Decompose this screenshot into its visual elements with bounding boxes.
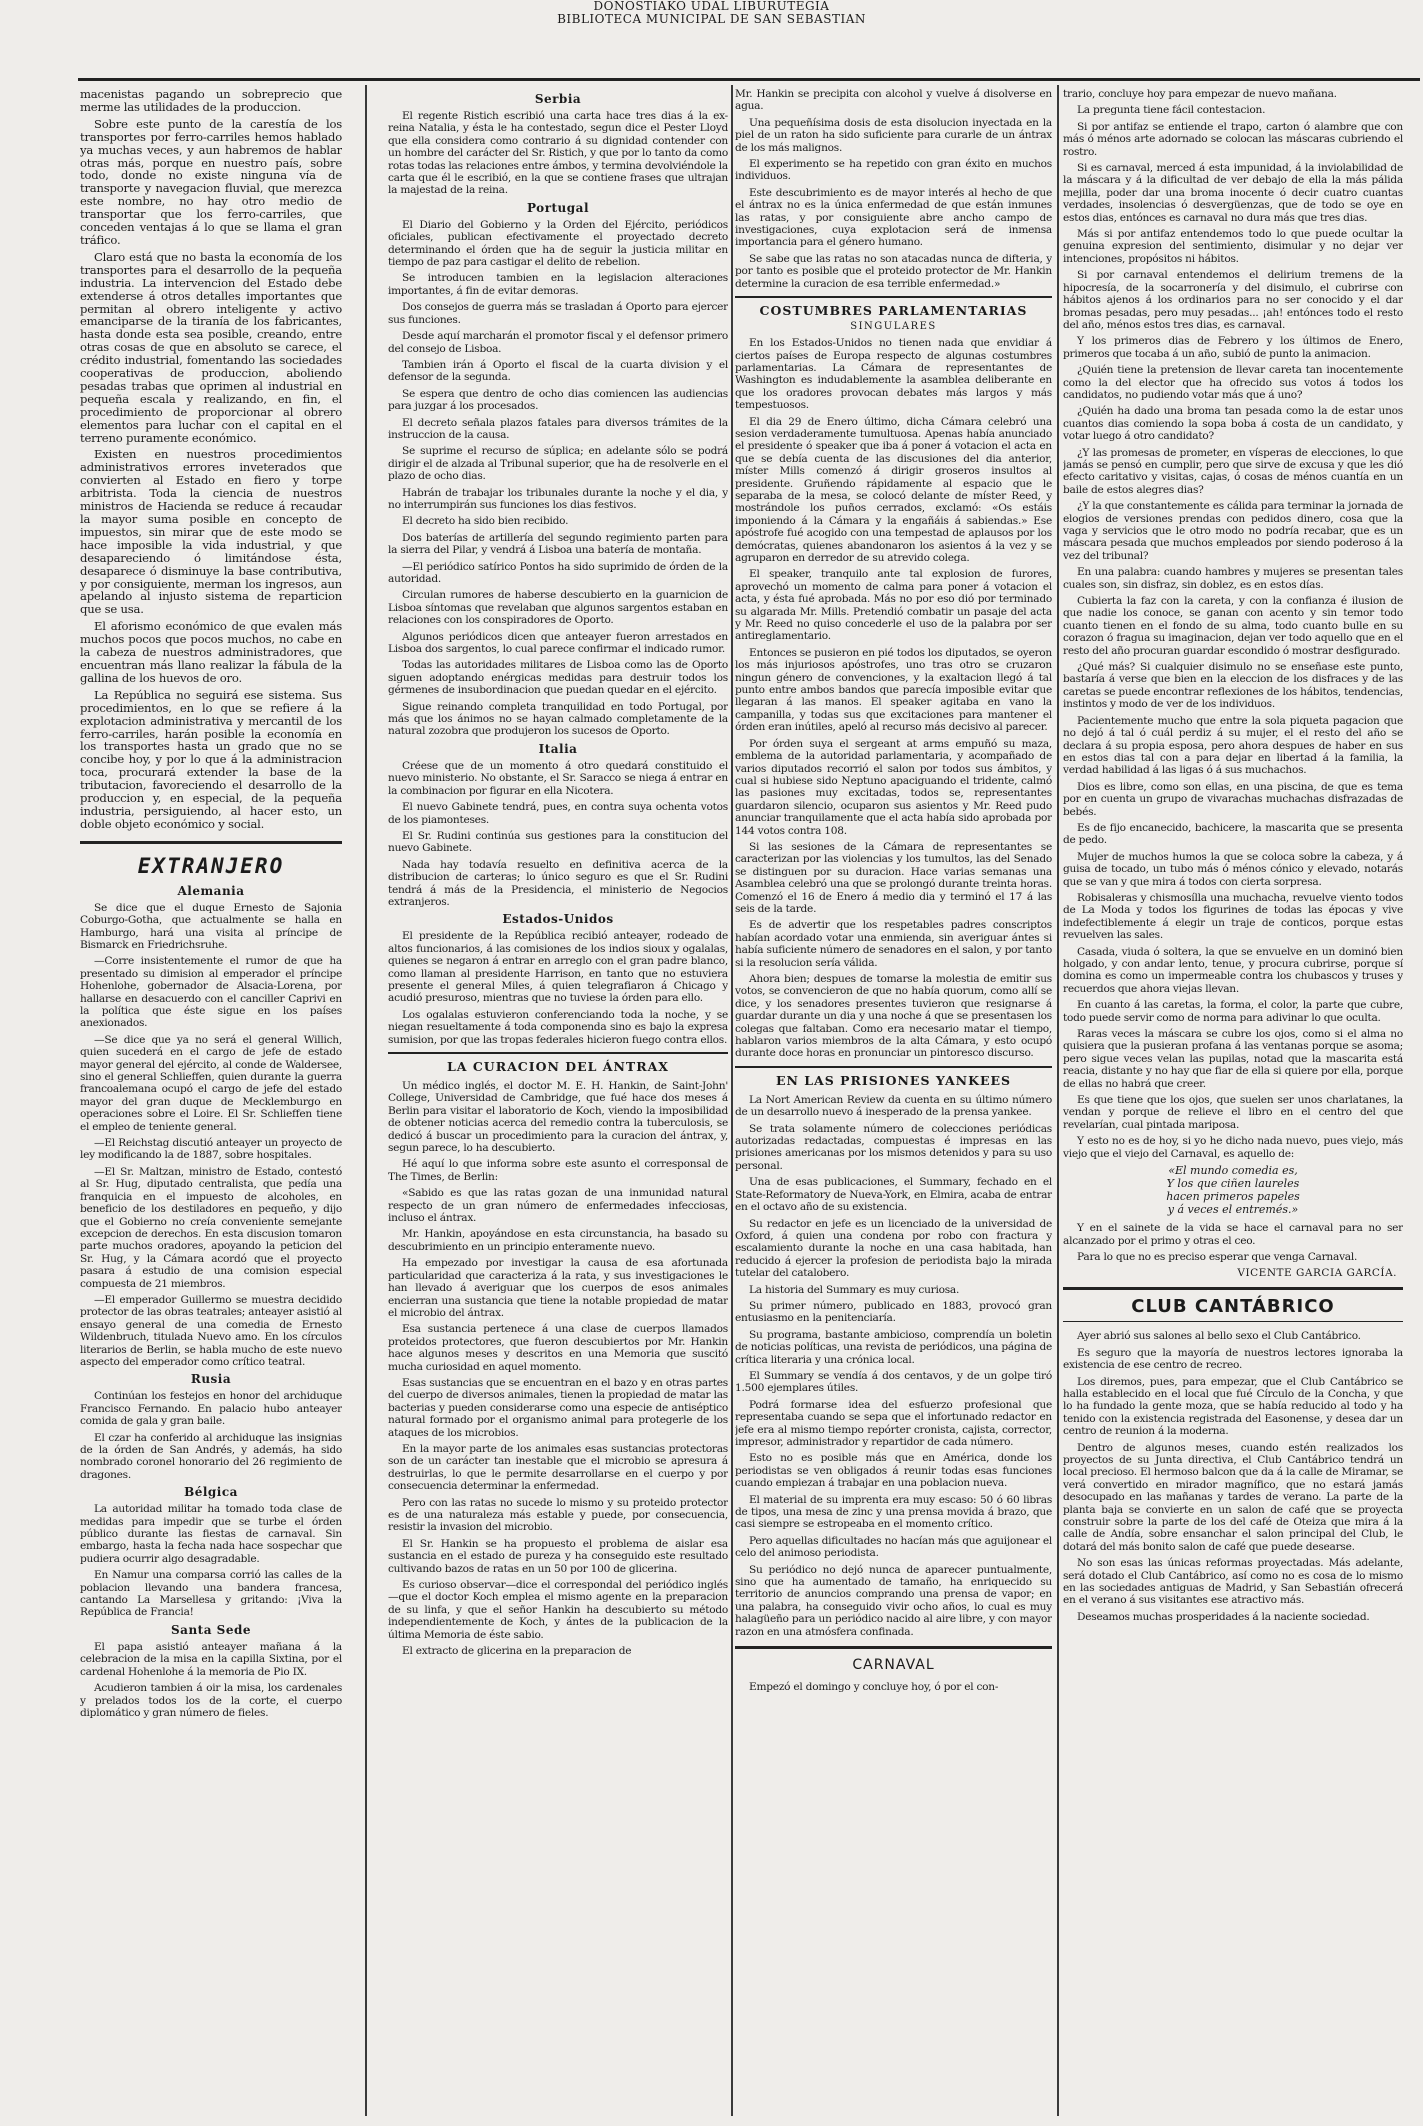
paragraph: El presidente de la República recibió anteayer, rodeado de altos funcionarios, á las comisiones de los indios sioux y ogalalas, quienes se negaron á entrar en arreglo con el gran padre blanco, como llaman al presidente Harrison, en tanto que no estuviera presente el general Miles, á quien telegrafiaron á Chicago y acudió presuroso, mientras que no tuviese la órden para ello. [388,930,728,1005]
paragraph: El regente Ristich escribió una carta hace tres dias á la ex-reina Natalia, y ésta le ha contestado, segun dice el Pester Lloyd que ella considera como contrario á su dignidad contender con un hombre del carácter del Sr. Ristich, y que por lo tanto da como rotas todas las relaciones entre ámbos, y termina devolviéndole la carta que él le escribió, en la que se contiene frases que ultrajan la majestad de la reina. [388,110,728,197]
paragraph: —El periódico satírico Pontos ha sido suprimido de órden de la autoridad. [388,560,728,585]
subheading-rusia: Rusia [190,1372,232,1387]
paragraph: En Namur una comparsa corrió las calles de la poblacion llevando una bandera francesa, cantando La Marsellesa y gritando: ¡Viva la República de Francia! [80,1569,342,1619]
paragraph: Dos baterías de artillería del segundo regimiento parten para la sierra del Pilar, y vendrá á Lisboa una batería de montaña. [388,531,728,557]
paragraph: El dia 29 de Enero último, dicha Cámara celebró una sesion verdaderamente tumultuosa. Apenas había anunciado el presidente ó speaker que iba á poner á votacion el acta en que se debía cuenta de las discusiones del dia anterior, míster Mills comenzó á dirigir groseros insultos al presidente. Gruñendo rápidamente al espacio que le separaba de la mesa, se colocó delante de míster Reed, y mostrándole los puños cerrados, exclamó: «Os estáis imponiendo á la Cámara y la engañáis á sabiendas.» Ese apóstrofe fué acogido con una tempestad de aplausos por los demócratas, quienes abandonaron los asientos á la vez y se agruparon en derredor de su atrevido colega. [735,415,1052,564]
paragraph: El decreto ha sido bien recibido. [402,515,569,528]
subheading-belgica: Bélgica [184,1485,238,1500]
paragraph: macenistas pagando un sobreprecio que merme las utilidades de la produccion. [80,88,342,114]
paragraph: El decreto señala plazos fatales para diversos trámites de la instruccion de la causa. [388,416,728,441]
paragraph: No son esas las únicas reformas proyectadas. Más adelante, será dotado el Club Cantábrico, así como no es cosa de lo mismo en las sociedades antiguas de Madrid, y San Sebastián ofrecerá en el verano á sus visitantes ese atractivo más. [1063,1557,1403,1607]
paragraph: Más si por antifaz entendemos todo lo que puede ocultar la genuina expresion del sentimiento, disimular y no dejar ver intenciones, propósitos ni hábitos. [1063,228,1403,265]
paragraph: La pregunta tiene fácil contestacion. [1077,104,1266,117]
paragraph: Por órden suya el sergeant at arms empuñó su maza, emblema de la autoridad parlamentaria, y acompañado de varios diputados recorrió el salon por todos sus ámbitos, y cual si hubiese sido Neptuno apaciguando el tridente, calmó las pasiones muy excitadas, todos se, representantes guardaron silencio, ocuparon sus asientos y Mr. Reed pudo anunciar tranquilamente que el acta había sido aprobada por 144 votos contra 108. [735,737,1052,837]
paragraph: Si por carnaval entendemos el delirium tremens de la hipocresía, de la socarronería y del disimulo, el cubrirse con hábitos ajenos á los ordinarios para no ser conocido y el dar bromas pesadas, pero muy pesadas... ¡ah! entónces todo el resto del año, ménos estos tres dias, es carnaval. [1063,269,1403,331]
paragraph: Su programa, bastante ambicioso, comprendía un boletin de noticias políticas, una revista de periódicos, una página de crítica literaria y una crónica local. [735,1328,1052,1366]
paragraph: Y esto no es de hoy, si yo he dicho nada nuevo, pues viejo, más viejo que el viejo del Carnaval, es aquello de: [1063,1135,1403,1160]
paragraph: Casada, viuda ó soltera, la que se envuelve en un dominó bien holgado, y con andar lento, tenue, y procura cubrirse, porque sí domina es como un impermeable contra los chubascos y truses y recuerdos que ahora viejas llevan. [1063,945,1403,995]
paragraph: El experimento se ha repetido con gran éxito en muchos individuos. [735,158,1052,183]
paragraph: El extracto de glicerina en la preparacion de [402,1645,632,1658]
paragraph: Un médico inglés, el doctor M. E. H. Hankin, de Saint-John' College, Universidad de Cambridge, que fué hace dos meses á Berlin para visitar el laboratorio de Koch, viendo la imposibilidad de obtener noticias acerca del remedio contra la tuberculosis, se dedicó á buscar un procedimiento para la curacion del ántrax, y, segun parece, lo ha descubierto. [388,1080,728,1155]
paragraph: El speaker, tranquilo ante tal explosion de furores, aprovechó un momento de calma para poner á votacion el acta, y ésta fué aprobada. Más no por eso dió por terminado su algarada Mr. Mills. Pretendió combatir un pasaje del acta y Mr. Reed no quiso concederle el uso de la palabra por ser antireglamentario. [735,568,1052,643]
paragraph: Se espera que dentro de ocho dias comiencen las audiencias para juzgar á los procesados. [388,387,728,413]
paragraph: Mr. Hankin se precipita con alcohol y vuelve á disolverse en agua. [735,88,1052,113]
verse-quote [1063,1164,1403,1216]
paragraph: Se suprime el recurso de súplica; en adelante sólo se podrá dirigir el de alzada al Tribunal superior, que ha de resolverle en el plazo de ocho dias. [388,445,728,483]
paragraph: Para lo que no es preciso esperar que venga Carnaval. [1077,1250,1358,1263]
paragraph: Habrán de trabajar los tribunales durante la noche y el dia, y no interrumpirán sus funciones los dias festivos. [388,486,728,511]
verse-line: y á veces el entremés.» [1167,1203,1299,1217]
author-signature: VICENTE GARCIA GARCÍA. [1237,1267,1397,1280]
paragraph: Sobre este punto de la carestía de los transportes por ferro-carriles hemos hablado ya muchas veces, y aun habremos de hablar otras más, porque en nuestro país, sobre todo, donde no existe ninguna vía de transporte y navegacion fluvial, que merezca este nombre, no hay otro medio de transportar que los ferro-carriles, que conceden ventajas á lo que se llama el gran tráfico. [80,116,342,247]
paragraph: —El Sr. Maltzan, ministro de Estado, contestó al Sr. Hug, diputado centralista, que pedía una franquicia en el impuesto de alcoholes, en beneficio de los destiladores en pequeño, y dijo que el Gobierno no creía conveniente semejante excepcion de derechos. En esta discusion tomaron parte muchos oradores, apoyando la peticion del Sr. Hug, y la Cámara acordó que el proyecto pasara á estudio de una comision especial compuesta de 21 miembros. [80,1165,342,1290]
paragraph: ¿Quién ha dado una broma tan pesada como la de estar unos cuantos dias comiendo la sopa boba á costa de un candidato, y votar luego á otro candidato? [1063,405,1403,443]
paragraph: ¿Qué más? Si cualquier disimulo no se enseñase este punto, bastaría á verse que bien en la eleccion de los disfraces y de las caretas se puede encontrar reflexiones de los hábitos, tendencias, instintos y modo de ver de los individuos. [1063,661,1403,711]
paragraph: Robisaleras y chismosílla una muchacha, revuelve viento todos de La Moda y todos los figurines de todas las épocas y vive indefectiblemente á elegir un traje de conticos, porque estas revuelven las sales. [1063,891,1403,942]
paragraph: La historia del Summary es muy curiosa. [749,1283,960,1296]
paragraph: Si por antifaz se entiende el trapo, carton ó alambre que con más ó ménos arte adornado se colocan las máscaras cubriendo el rostro. [1063,120,1403,158]
verse-line: «El mundo comedia es, [1168,1164,1298,1178]
paragraph: Todas las autoridades militares de Lisboa como las de Oporto siguen adoptando enérgicas medidas para destruir todos los gérmenes de insubordinacion que puedan quedar en el ejército. [388,659,728,697]
paragraph: ¿Y las promesas de prometer, en vísperas de elecciones, lo que jamás se pensó en cumplir, pero que sirve de excusa y que les dió efecto caritativo y visitas, cajas, ó cosas de ménos cuantía en un baile de estos alegres dias? [1063,446,1403,496]
paragraph: Su periódico no dejó nunca de aparecer puntualmente, sino que ha aumentado de tamaño, ha enriquecido su territorio de anuncios comprando una prensa de vapor; en una palabra, ha conseguido vivir ocho años, lo cual es muy halagüeño para un periódico nacido al aire libre, y con mayor razon en una atmósfera confinada. [735,1563,1052,1638]
paragraph: En una palabra: cuando hambres y mujeres se presentan tales cuales son, sin disfraz, sin doblez, es en estos días. [1063,566,1403,591]
column-3 [735,88,1052,2116]
column-rule [1057,85,1059,2116]
paragraph: Se sabe que las ratas no son atacadas nunca de difteria, y por tanto es posible que el proteido protector de Mr. Hankin determine la curacion de esa terrible enfermedad.» [735,252,1052,290]
paragraph: Su primer número, publicado en 1883, provocó gran entusiasmo en la penitenciaría. [735,1299,1052,1325]
paragraph: Mujer de muchos humos la que se coloca sobre la cabeza, y á guisa de tocado, un tubo más ó ménos cónico y elevado, notarás que se van y que mira á todos con cierta sorpresa. [1063,850,1403,888]
paragraph: trario, concluye hoy para empezar de nuevo mañana. [1063,88,1337,100]
paragraph: Es de fijo encanecido, bachicere, la mascarita que se presenta de pedo. [1063,821,1403,847]
paragraph: Una pequeñísima dosis de esta disolucion inyectada en la piel de un raton ha sido suficiente para curarle de un ántrax de los más malignos. [735,116,1052,154]
paragraph: Nada hay todavía resuelto en definitiva acerca de la distribucion de carteras; lo único seguro es que el Sr. Rudini tendrá á más de la Presidencia, el ministerio de Negocios extranjeros. [388,858,728,908]
article-title-carnaval: CARNAVAL [735,1646,1052,1673]
paragraph: Y los primeros dias de Febrero y los últimos de Enero, primeros que tocaba á un año, subió de punto la animacion. [1063,335,1403,360]
paragraph: En cuanto á las caretas, la forma, el color, la parte que cubre, todo puede servir como de norma para adivinar lo que oculta. [1063,999,1403,1024]
paragraph: —El emperador Guillermo se muestra decidido protector de las obras teatrales; anteayer asistió al ensayo general de una comedia de Ernesto Wildenbruch, titulada Nuevo amo. En los círculos literarios de Berlin, se habla mucho de este nuevo aspecto del emperador como crítico teatral. [80,1293,342,1368]
paragraph: Sigue reinando completa tranquilidad en todo Portugal, por más que los ánimos no se hayan calmado completamente de la natural zozobra que produjeron los sucesos de Oporto. [388,700,728,738]
column-2 [388,88,728,2116]
paragraph: El nuevo Gabinete tendrá, pues, en contra suya ochenta votos de los piamonteses. [388,801,728,826]
column-rule [365,85,367,2116]
paragraph: Se introducen tambien en la legislacion alteraciones importantes, á fin de evitar demoras. [388,272,728,297]
article-title-costumbres: COSTUMBRES PARLAMENTARIAS [735,296,1052,318]
paragraph: La República no seguirá ese sistema. Sus procedimientos, en lo que se refiere á la explotacion administrativa y mercantil de los ferro-carriles, harán posible la economía en los transportes hasta un grado que no se concibe hoy, y por lo que á la administracion toca, procurará extender la base de la tributacion, favoreciendo el desarrollo de la produccion y, en especial, de la pequeña industria, persiguiendo, al hacer esto, un doble objeto económico y social. [80,687,342,831]
paragraph: Raras veces la máscara se cubre los ojos, como si el alma no quisiera que la pusieran profana á las ventanas porque se asoma; pero sigue veces velan las pupilas, notad que la mascarita está reacia, distante y no hay que fiar de ella si quiere por ella, porque de ellas no habrá que creer. [1063,1028,1403,1090]
paragraph: El aforismo económico de que evalen más muchos pocos que pocos muchos, no cabe en la cabeza de nuestros administradores, que encuentran más llano realizar la fábula de la gallina de los huevos de oro. [80,619,342,685]
paragraph: «Sabido es que las ratas gozan de una inmunidad natural respecto de un gran número de enfermedades infecciosas, incluso el ántrax. [388,1187,728,1225]
paragraph: Pero aquellas dificultades no hacían más que aguijonear el celo del animoso periodista. [735,1534,1052,1560]
paragraph: Ahora bien; despues de tomarse la molestia de emitir sus votos, se convencieron de que no había quorum, como allí se dice, y los senadores presentes tuvieron que resignarse á guardar durante un dia y una noche á que se presentasen los colegas que faltaban. Como era necesario matar el tiempo, hablaron varios miembros de la alta Cámara, y esto ocupó durante doce horas en pronunciar un pintoresco discurso. [735,973,1052,1060]
paragraph: Claro está que no basta la economía de los transportes para el desarrollo de la pequeña industria. La intervencion del Estado debe extenderse á otros detalles importantes que permitan al obrero inteligente y activo emanciparse de la tiranía de los fabricantes, hasta donde esta sea posible, creando, entre otras cosas de que en absoluto se carece, el crédito industrial, fomentando las sociedades cooperativas de produccion, aboliendo pesadas trabas que oprimen al industrial en pequeña escala y realizando, en fin, el procedimiento de proporcionar al obrero elementos para luchar con el capital en el terreno puramente económico. [80,249,342,445]
subheading-alemania: Alemania [177,883,245,898]
article-title-club-cantabrico: CLUB CANTÁBRICO [1063,1287,1403,1322]
paragraph: Esa sustancia pertenece á una clase de cuerpos llamados proteidos protectores, que fueron descubiertos por Mr. Hankin hace algunos meses y descritos en una Memoria que suscitó mucha curiosidad en aquel momento. [388,1323,728,1373]
paragraph: Continúan los festejos en honor del archiduque Francisco Fernando. En palacio hubo anteayer comida de gala y gran baile. [80,1390,342,1428]
paragraph: Entonces se pusieron en pié todos los diputados, se oyeron los más injuriosos apóstrofes, uno tras otro se cruzaron ningun género de convenciones, y la exaltacion llegó á tal punto entre ambos bandos que parecía imposible evitar que llegaran á las manos. El speaker agitaba en vano la campanilla, y todas sus que excitaciones para mantener el órden eran inútiles, apeló al recurso más decisivo al parecer. [735,646,1052,734]
article-subtitle: SINGULARES [850,321,937,333]
library-name-spanish: BIBLIOTECA MUNICIPAL DE SAN SEBASTIAN [557,12,866,26]
paragraph: Pero con las ratas no sucede lo mismo y su proteido protector es de una naturaleza más estable y puede, por consecuencia, resistir la invasion del microbio. [388,1496,728,1534]
paragraph: Acudieron tambien á oir la misa, los cardenales y prelados todos los de la corte, el cuerpo diplomático y gran número de fieles. [80,1682,342,1719]
paragraph: Empezó el domingo y concluye hoy, ó por el con- [749,1681,999,1694]
verse-line: Y los que ciñen laureles [1166,1177,1300,1191]
paragraph: —El Reichstag discutió anteayer un proyecto de ley modificando la de 1887, sobre hospitales. [80,1137,342,1162]
subheading-santa-sede: Santa Sede [171,1622,251,1637]
library-name-basque: DONOSTIAKO UDAL LIBURUTEGIA [593,0,830,13]
paragraph: Se trata solamente número de colecciones periódicas autorizadas redactadas, compuestas é impresas en las prisiones americanas por los mismos detenidos y para su uso personal. [735,1122,1052,1172]
paragraph: Una de esas publicaciones, el Summary, fechado en el State-Reformatory de Nueva-York, en Elmira, acaba de entrar en el octavo año de su existencia. [735,1176,1052,1214]
paragraph: Y en el sainete de la vida se hace el carnaval para no ser alcanzado por el primo y otras el ceo. [1063,1222,1403,1247]
paragraph: El Sr. Hankin se ha propuesto el problema de aislar esa sustancia en el estado de pureza y ha conseguido este resultado cultivando bazos de ratas en un 50 por 100 de glicerina. [388,1537,728,1575]
subheading-portugal: Portugal [526,200,590,215]
article-economy [80,88,342,831]
paragraph: Dos consejos de guerra más se trasladan á Oporto para ejercer sus funciones. [388,301,728,326]
paragraph: En los Estados-Unidos no tienen nada que envidiar á ciertos países de Europa respecto de algunas costumbres parlamentarias. La Cámara de representantes de Washington es indudablemente la asamblea deliberante en que los oradores provocan debates más largos y más tempestuosos. [735,337,1052,412]
paragraph: Dios es libre, como son ellas, en una piscina, de que es tema por en cuenta un grupo de vivarachas muchachas disfrazadas de bebés. [1063,780,1403,818]
paragraph: Hé aquí lo que informa sobre este asunto el corresponsal de The Times, de Berlin: [388,1158,728,1183]
paragraph: Es de advertir que los respetables padres conscriptos habían acordado votar una enmienda, sin averiguar ántes si había suficiente número de senadores en el salon, y por tanto si la resolucion sería válida. [735,919,1052,969]
subheading-serbia: Serbia [534,92,582,106]
library-stamp [0,0,1423,26]
paragraph: Si las sesiones de la Cámara de representantes se caracterizan por las violencias y los tumultos, las del Senado se distinguen por su duracion. Hace varias semanas una Asamblea celebró una que se prolongó durante treinta horas. Comenzó el 16 de Enero á medio dia y terminó el 17 á las seis de la tarde. [735,840,1052,915]
paragraph: Es que tiene que los ojos, que suelen ser unos charlatanes, la vendan y porque de relieve el libro en el centro del que revelarían, cual pintada mariposa. [1063,1094,1403,1131]
paragraph: El Diario del Gobierno y la Orden del Ejército, periódicos oficiales, publican efectivamente el proyectado decreto determinando el órden que ha de seguir la justicia militar en tiempo de paz para castigar el delito de rebelion. [388,218,728,269]
paragraph: ¿Y la que constantemente es cálida para terminar la jornada de elogios de versiones prendas con pedidos dinero, cosa que la vaga y servicios que le otro modo no podría recabar, que es un máscara pesada que muchos empleados por siendo poderoso á la vez del tribunal? [1063,500,1403,562]
paragraph: El papa asistió anteayer mañana á la celebracion de la misa en la capilla Sixtina, por el cardenal Hohenlohe á la memoria de Pio IX. [80,1640,342,1678]
verse-line: hacen primeros papeles [1166,1190,1300,1204]
paragraph: Pacientemente mucho que entre la sola piqueta pagacion que no dejó á tal ó cuál perdiz á su mujer, el el resto del año se declara á su propia esposa, pero ahora despues de haber en sus en estos dias tal con a para dejar en libertad á la familia, la verdad habilidad á las ligas ó á sus muchachos. [1063,714,1403,777]
paragraph: Si es carnaval, merced á esta impunidad, á la inviolabilidad de la máscara y á la dificultad de ver debajo de ella la más pálida mejilla, poder dar una broma inocente ó decir cuatro cuantas verdades, insolencias ó desvergüenzas, que de todo se oye en estos dias, entónces es carnaval no dura más que tres dias. [1063,162,1403,224]
paragraph: Esas sustancias que se encuentran en el bazo y en otras partes del cuerpo de diversos animales, tienen la propiedad de matar las bacterias y pueden considerarse como una especie de antiséptico natural formado por el organismo animal para protegerle de los ataques de los microbios. [388,1376,728,1439]
column-4 [1063,88,1403,2116]
paragraph: Esto no es posible más que en América, donde los periodistas se ven obligados á reunir todas esas funciones cuando empiezan á trabajar en una poblacion nueva. [735,1452,1052,1490]
paragraph: Desde aquí marcharán el promotor fiscal y el defensor primero del consejo de Lisboa. [388,330,728,355]
column-1 [80,88,342,2116]
paragraph: El Summary se vendía á dos centavos, y de un golpe tiró 1.500 ejemplares útiles. [735,1369,1052,1395]
subheading-italia: Italia [538,741,578,756]
paragraph: Circulan rumores de haberse descubierto en la guarnicion de Lisboa síntomas que revelaban que algunos sargentos estaban en relaciones con los conspiradores de Oporto. [388,589,728,627]
paragraph: Se dice que el duque Ernesto de Sajonia Coburgo-Gotha, que actualmente se halla en Hamburgo, hará una visita al príncipe de Bismarck en Friedrichsruhe. [80,901,342,951]
paragraph: Ha empezado por investigar la causa de esa afortunada particularidad que caracteriza á la rata, y sus investigaciones le han llevado á averiguar que los cuerpos de esos animales encierran una sustancia que tiene la notable propiedad de matar el microbio del ántrax. [388,1257,728,1319]
paragraph: Existen en nuestros procedimientos administrativos errores inveterados que convierten al Estado en fiero y torpe arbitrista. Toda la ciencia de nuestros ministros de Hacienda se reduce á recaudar la mayor suma posible en concepto de impuestos, sin mirar que de este modo se hace imposible la vida industrial, y que desapareciendo ó limitándose ésta, desaparece ó disminuye la base contributiva, y por consiguiente, merman los ingresos, aun apelando al injusto sistema de reparticion que se usa. [80,447,342,617]
subheading-estados-unidos: Estados-Unidos [502,912,614,927]
paragraph: La autoridad militar ha tomado toda clase de medidas para impedir que se turbe el órden público durante las fiestas de carnaval. Sin embargo, hasta la fecha nada hace sospechar que pudiera ocurrir algo desagradable. [80,1503,342,1565]
paragraph: —Se dice que ya no será el general Willich, quien sucederá en el cargo de jefe de estado mayor general del ejército, al conde de Waldersee, sino el general Schlieffen, quien durante la guerra francoalemana ocupó el cargo de jefe del estado mayor del gran duque de Mecklemburgo en operaciones sobre el Loire. El Sr. Schlieffen tiene el empleo de teniente general. [80,1033,342,1133]
top-rule [78,78,1420,81]
column-rule [731,85,733,2116]
paragraph: ¿Quién tiene la pretension de llevar careta tan inocentemente como la del elector que ha ofrecido sus votos á todos los candidatos, no pudiendo votar más que á uno? [1063,364,1403,401]
paragraph: Tambien irán á Oporto el fiscal de la cuarta division y el defensor de la segunda. [388,358,728,384]
paragraph: Este descubrimiento es de mayor interés al hecho de que el ántrax no es la única enfermedad de que están inmunes las ratas, y por consiguiente abre ancho campo de investigaciones, cuya explotacion será de inmensa importancia para el género humano. [735,186,1052,249]
section-heading-extranjero: EXTRANJERO [80,841,342,878]
paragraph: Es seguro que la mayoría de nuestros lectores ignoraba la existencia de ese centro de recreo. [1063,1346,1403,1372]
paragraph: La Nort American Review da cuenta en su último número de un desarrollo nuevo á inesperado de la prensa yankee. [735,1093,1052,1119]
paragraph: Podrá formarse idea del esfuerzo profesional que representaba cuando se sepa que el infortunado redactor en jefe era al mismo tiempo repórter cronista, cajista, corrector, impresor, administrador y repartidor de cada número. [735,1398,1052,1448]
paragraph: Deseamos muchas prosperidades á la naciente sociedad. [1077,1610,1370,1623]
paragraph: Los ogalalas estuvieron conferenciando toda la noche, y se niegan resueltamente á toda componenda sino es bajo la expresa sumision, por que las tropas federales hicieron fuego contra ellos. [388,1008,728,1046]
paragraph: Dentro de algunos meses, cuando estén realizados los proyectos de su Junta directiva, el Club Cantábrico tendrá un local precioso. El hermoso balcon que da á la calle de Miramar, se verá convertido en mirador magnífico, que no estará jamás desocupado en las mañanas y tardes de verano. La parte de la planta baja se convierte en un salon de café que se proyecta construir sobre la parte de los del café de Oteiza que mira á la calle de Andía, sobre ensanchar el salon principal del Club, le dotará del más bonito salon de café que puede desearse. [1063,1441,1403,1553]
paragraph: Es curioso observar—dice el correspondal del periódico inglés—que el doctor Koch emplea el mismo agente en la preparacion de su linfa, y que el señor Hankin ha descubierto su método independientemente de Koch, y ántes de la publicacion de la última Memoria de éste sabio. [388,1579,728,1641]
paragraph: El material de su imprenta era muy escaso: 50 ó 60 libras de tipos, una mesa de zinc y una prensa movida á brazo, que casi siempre se estropeaba en el momento crítico. [735,1493,1052,1531]
article-title-antrax: LA CURACION DEL ÁNTRAX [388,1052,728,1074]
paragraph: En la mayor parte de los animales esas sustancias protectoras son de un carácter tan inestable que el microbio se apresura á destruirlas, lo que le permite desarrollarse en el cuerpo y por consecuencia determinar la enfermedad. [388,1442,728,1493]
paragraph: Ayer abrió sus salones al bello sexo el Club Cantábrico. [1077,1330,1361,1343]
paragraph: Su redactor en jefe es un licenciado de la universidad de Oxford, á quien una condena por robo con fractura y escalamiento durante la noche en una casa habitada, han reducido á ejercer la profesion de periodista bajo la mirada tutelar del catalobero. [735,1217,1052,1280]
paragraph: —Corre insistentemente el rumor de que ha presentado su dimision al emperador el príncipe Hohenlohe, gobernador de Alsacia-Lorena, por hallarse en desacuerdo con el canciller Caprivi en la política que éste sigue en los países anexionados. [80,955,342,1030]
paragraph: Créese que de un momento á otro quedará constituido el nuevo ministerio. No obstante, el Sr. Saracco se niega á entrar en la combinacion por figurar en ella Nicotera. [388,759,728,797]
article-title-prisiones: EN LAS PRISIONES YANKEES [735,1066,1052,1088]
paragraph: Cubierta la faz con la careta, y con la confianza é ilusion de que nadie los conoce, se ganan con acento y sin temor todo cuanto tienen en el fondo de su alma, todo cuanto bulle en su corazon ó fragua su imaginacion, dejan ver todo aquello que en el resto del año procuran guardar escondido ó mostrar desfigurado. [1063,595,1403,657]
paragraph: Algunos periódicos dicen que anteayer fueron arrestados en Lisboa dos sargentos, lo cual parece confirmar el indicado rumor. [388,630,728,656]
paragraph: El czar ha conferido al archiduque las insignias de la órden de San Andrés, y además, ha sido nombrado coronel honorario del 26 regimiento de dragones. [80,1431,342,1481]
paragraph: Mr. Hankin, apoyándose en esta circunstancia, ha basado su descubrimiento en un principio enteramente nuevo. [388,1228,728,1253]
paragraph: El Sr. Rudini continúa sus gestiones para la constitucion del nuevo Gabinete. [388,829,728,855]
paragraph: Los diremos, pues, para empezar, que el Club Cantábrico se halla establecido en el local que fué Círculo de la Concha, y que lo ha fundado la gente moza, que se había reducido al todo y ha tenido con la existencia registrada del Easonense, y desea dar un centro de reunion á la moderna. [1063,1375,1403,1438]
